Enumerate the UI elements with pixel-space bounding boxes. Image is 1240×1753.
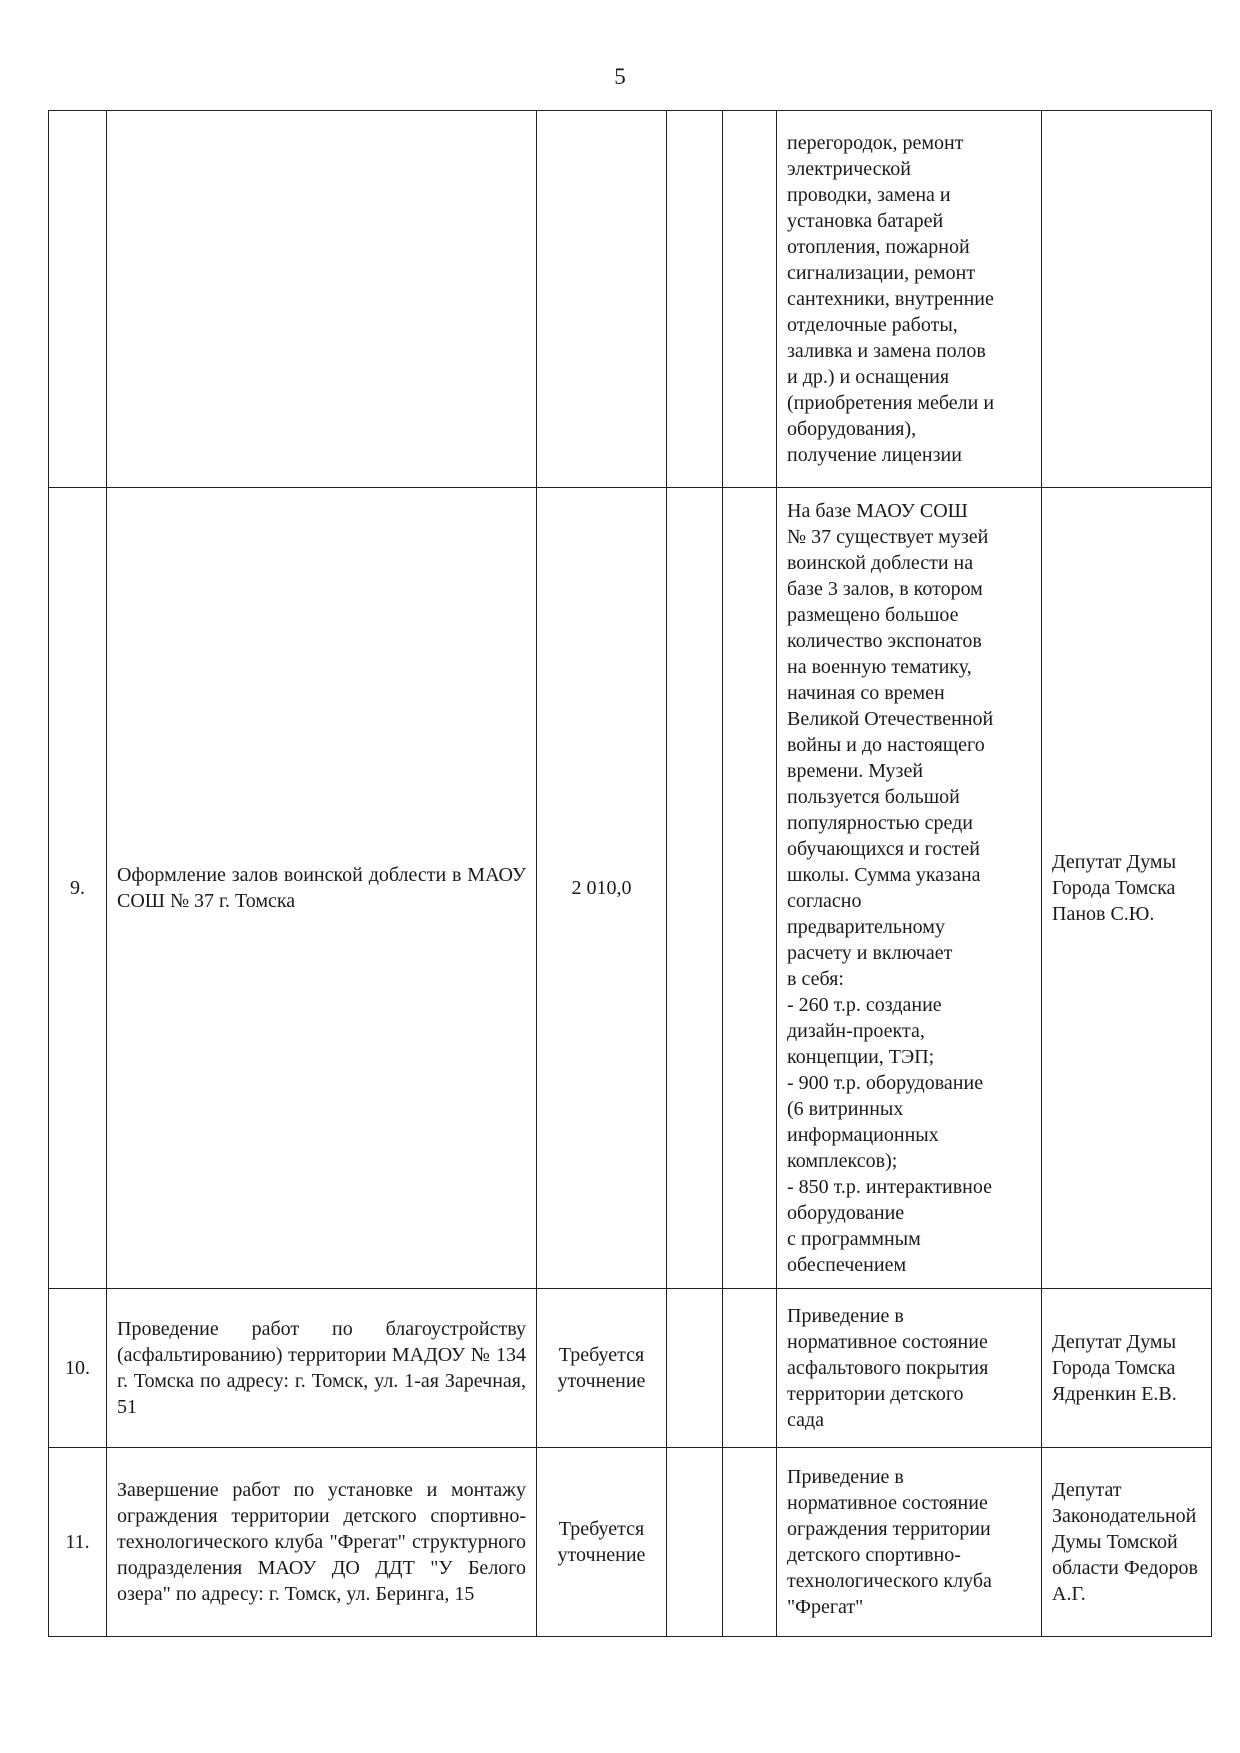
empty-cell: [667, 488, 723, 1289]
work-description: [777, 1448, 1042, 1637]
table-row: [49, 488, 1212, 1289]
description-text: Приведение в нормативное состояние асфальтового покрытия территории детского сада: [787, 1305, 989, 1431]
page-number: 5: [614, 64, 626, 89]
work-name: Оформление залов воинской доблести в МАОУ СОШ № 37 г. Томска: [107, 488, 537, 1289]
empty-cell: [667, 1289, 723, 1448]
orders-table: [48, 110, 1212, 1637]
work-sum: Требуется уточнение: [537, 1448, 667, 1637]
initiator: Депутат Думы Города Томска Ядренкин Е.В.: [1042, 1289, 1212, 1448]
work-name: Проведение работ по благоустройству (асфальтированию) территории МАДОУ № 134 г. Томска по адресу: г. Томск, ул. 1-ая Заречная, 51: [107, 1289, 537, 1448]
table-row: [49, 111, 1212, 488]
work-name: [107, 111, 537, 488]
table-row: [49, 1448, 1212, 1637]
description-text: Приведение в нормативное состояние ограждения территории детского спортивно- технологического клуба "Фрегат": [787, 1466, 992, 1618]
empty-cell: [723, 488, 777, 1289]
work-name: Завершение работ по установке и монтажу ограждения территории детского спортивно-технологического клуба "Фрегат" структурного подразделения МАОУ ДО ДДТ "У Белого озера" по адресу: г. Томск, ул. Беринга, 15: [107, 1448, 537, 1637]
row-number: 11.: [49, 1448, 107, 1637]
initiator: Депутат Законодательной Думы Томской области Федоров А.Г.: [1042, 1448, 1212, 1637]
empty-cell: [667, 111, 723, 488]
work-sum: 2 010,0: [537, 488, 667, 1289]
empty-cell: [723, 111, 777, 488]
work-description: [777, 111, 1042, 488]
work-sum: [537, 111, 667, 488]
row-number: 10.: [49, 1289, 107, 1448]
row-number: [49, 111, 107, 488]
work-description: [777, 1289, 1042, 1448]
initiator: [1042, 111, 1212, 488]
row-number: 9.: [49, 488, 107, 1289]
empty-cell: [723, 1289, 777, 1448]
work-sum: Требуется уточнение: [537, 1289, 667, 1448]
table-row: [49, 1289, 1212, 1448]
description-text: перегородок, ремонт электрической проводки, замена и установка батарей отопления, пожарной сигнализации, ремонт сантехники, внутренние отделочные работы, заливка и замена полов и др.) и оснащения (приобретения мебели и оборудования), получение лицензии: [787, 132, 995, 466]
empty-cell: [667, 1448, 723, 1637]
description-text: На базе МАОУ СОШ № 37 существует музей воинской доблести на базе 3 залов, в котором размещено большое количество экспонатов на военную тематику, начиная со времен Великой Отечественной войны и до настоящего времени. Музей пользуется большой популярностью среди обучающихся и гостей школы. Сумма указана согласно предварительному расчету и включает в себя: - 260 т.р. создание дизайн-проекта, концепции, ТЭП; - 900 т.р. оборудование (6 витринных информационных комплексов); - 850 т.р. интерактивное оборудование с программным обеспечением: [787, 500, 994, 1276]
work-description: [777, 488, 1042, 1289]
empty-cell: [723, 1448, 777, 1637]
initiator: Депутат Думы Города Томска Панов С.Ю.: [1042, 488, 1212, 1289]
